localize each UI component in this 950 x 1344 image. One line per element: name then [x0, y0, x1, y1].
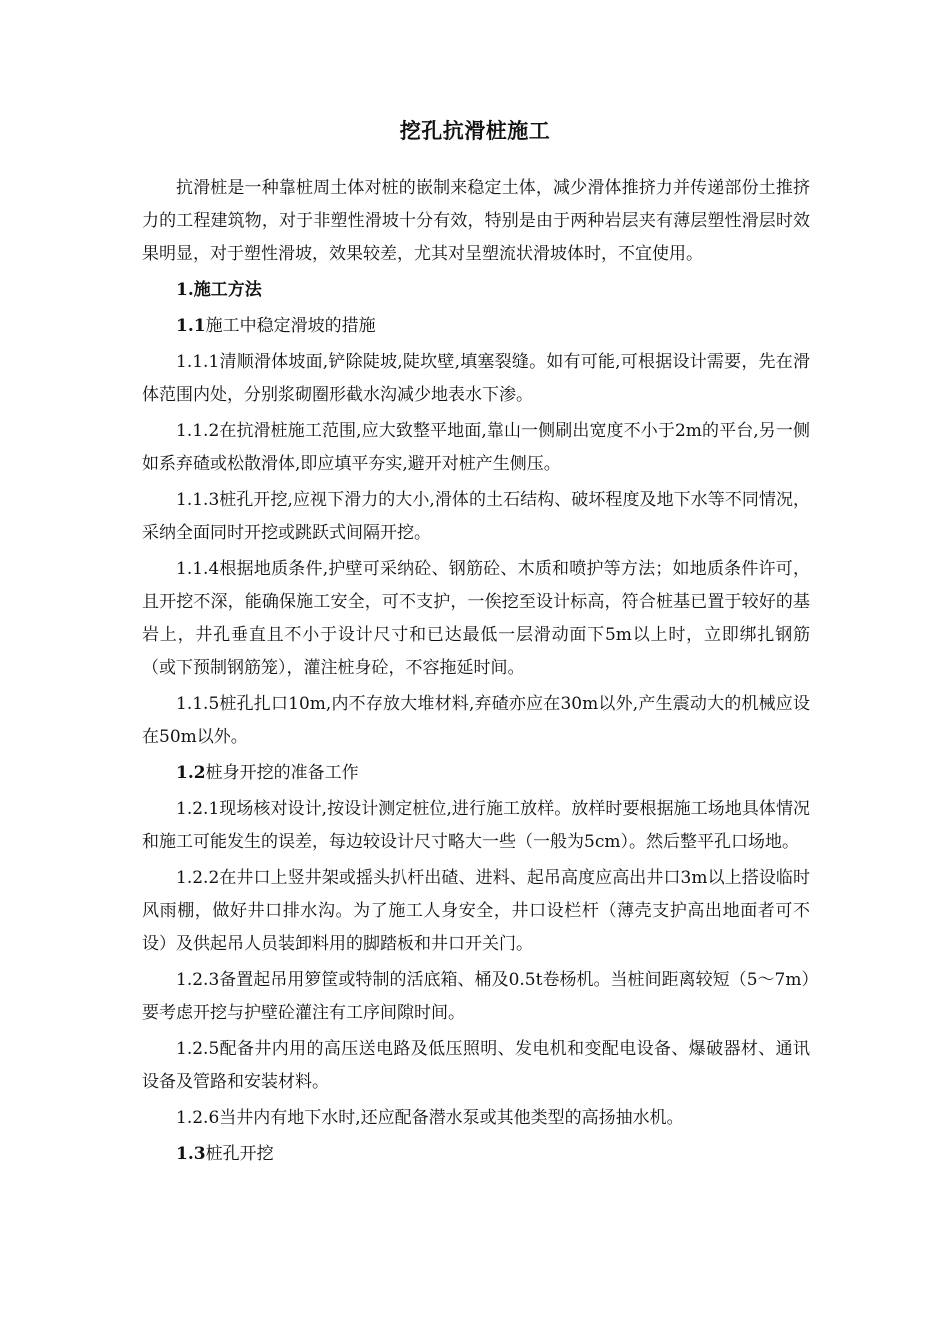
- paragraph-1-2-1: 1.2.1现场核对设计,按设计测定桩位,进行施工放样。放样时要根据施工场地具体情况和施工可能发生的误差，每边较设计尺寸略大一些（一般为5cm）。然后整平孔口场地。: [142, 799, 810, 852]
- section-1-1-number: 1.1: [176, 316, 206, 336]
- section-1-1-heading: [142, 310, 810, 343]
- section-1-3-text: 桩孔开挖: [205, 1144, 274, 1164]
- section-1-1-text: 施工中稳定滑坡的措施: [205, 316, 376, 336]
- section-1-2-number: 1.2: [176, 763, 206, 783]
- paragraph-1-1-1: 1.1.1清顺滑体坡面,铲除陡坡,陡坎壁,填塞裂缝。如有可能,可根据设计需要，先在滑体范围内处，分别浆砌圈形截水沟减少地表水下渗。: [142, 352, 810, 405]
- document-body: [142, 172, 810, 1174]
- paragraph-1-1-3: 1.1.3桩孔开挖,应视下滑力的大小,滑体的土石结构、破坏程度及地下水等不同情况，采纳全面同时开挖或跳跃式间隔开挖。: [142, 490, 810, 543]
- document-title: 挖孔抗滑桩施工: [399, 119, 551, 143]
- section-1-2-text: 桩身开挖的准备工作: [205, 763, 359, 783]
- paragraph-1-2-6: 1.2.6当井内有地下水时,还应配备潜水泵或其他类型的高扬抽水机。: [176, 1108, 684, 1128]
- paragraph-1-2-2: 1.2.2在井口上竖井架或摇头扒杆出碴、进料、起吊高度应高出井口3m以上搭设临时风雨棚，做好井口排水沟。为了施工人身安全，井口设栏杆（薄壳支护高出地面者可不设）及供起吊人员装卸料用的脚踏板和井口开关门。: [142, 868, 810, 954]
- section-1-heading: 1.施工方法: [176, 280, 262, 300]
- paragraph-1-1-5: 1.1.5桩孔扎口10m,内不存放大堆材料,弃碴亦应在30m以外,产生震动大的机械应设在50m以外。: [142, 694, 810, 747]
- section-1-3-heading: [142, 1138, 810, 1171]
- paragraph-1-2-3: 1.2.3备置起吊用箩筐或特制的活底箱、桶及0.5t卷杨机。当桩间距离较短（5～7m）要考虑开挖与护壁砼灌注有工序间隙时间。: [142, 970, 810, 1023]
- section-1-2-heading: [142, 757, 810, 790]
- paragraph-1-2-5: 1.2.5配备井内用的高压送电路及低压照明、发电机和变配电设备、爆破器材、通讯设备及管路和安装材料。: [142, 1039, 810, 1092]
- paragraph-1-1-2: 1.1.2在抗滑桩施工范围,应大致整平地面,靠山一侧刷出宽度不小于2m的平台,另一侧如系弃碴或松散滑体,即应填平夯实,避开对桩产生侧压。: [142, 421, 810, 474]
- section-1-3-number: 1.3: [176, 1144, 206, 1164]
- intro-paragraph: 抗滑桩是一种靠桩周土体对桩的嵌制来稳定土体，减少滑体推挤力并传递部份土推挤力的工程建筑物，对于非塑性滑坡十分有效，特别是由于两种岩层夹有薄层塑性滑层时效果明显，对于塑性滑坡，效果较差，尤其对呈塑流状滑坡体时，不宜使用。: [142, 178, 810, 264]
- paragraph-1-1-4: 1.1.4根据地质条件,护壁可采纳砼、钢筋砼、木质和喷护等方法；如地质条件许可，且开挖不深，能确保施工安全，可不支护，一俟挖至设计标高，符合桩基已置于较好的基岩上，井孔垂直且不小于设计尺寸和已达最低一层滑动面下5m以上时，立即绑扎钢筋（或下预制钢筋笼），灌注桩身砼，不容拖延时间。: [142, 559, 810, 678]
